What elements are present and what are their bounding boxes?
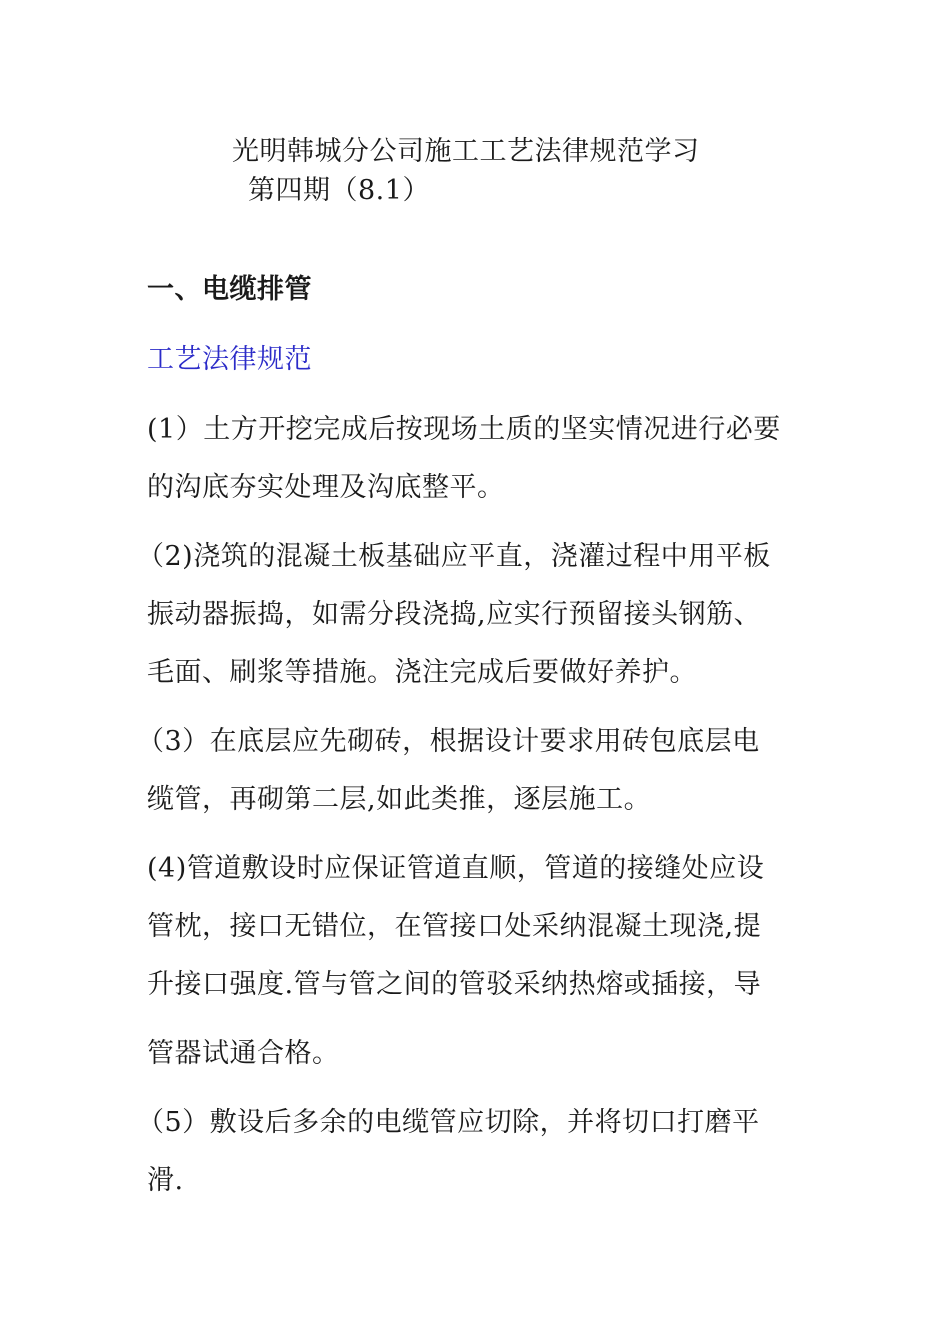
section-heading: 一、电缆排管 [147, 274, 312, 305]
paragraph-3-line-2: 缆管，再砌第二层,如此类推，逐层施工。 [147, 784, 652, 815]
paragraph-4-line-2: 管枕，接口无错位，在管接口处采纳混凝土现浇,提 [147, 911, 762, 942]
paragraph-5-line-1: （5）敷设后多余的电缆管应切除，并将切口打磨平 [137, 1107, 760, 1138]
paragraph-2-line-1: （2)浇筑的混凝土板基础应平直，浇灌过程中用平板 [137, 541, 771, 572]
paragraph-4-line-3: 升接口强度.管与管之间的管驳采纳热熔或插接，导 [147, 969, 762, 1000]
paragraph-4-line-1: (4)管道敷设时应保证管道直顺，管道的接缝处应设 [147, 853, 765, 884]
document-title: 光明韩城分公司施工工艺法律规范学习 [232, 136, 700, 167]
subsection-heading: 工艺法律规范 [147, 344, 312, 375]
issue-number: 第四期（8.1） [248, 175, 430, 206]
paragraph-4-line-4: 管器试通合格。 [147, 1038, 340, 1069]
paragraph-1-line-1: (1）土方开挖完成后按现场土质的坚实情况进行必要 [147, 414, 781, 445]
paragraph-2-line-3: 毛面、刷浆等措施。浇注完成后要做好养护。 [147, 657, 697, 688]
paragraph-2-line-2: 振动器振捣，如需分段浇捣,应实行预留接头钢筋、 [147, 599, 762, 630]
paragraph-1-line-2: 的沟底夯实处理及沟底整平。 [147, 472, 505, 503]
paragraph-3-line-1: （3）在底层应先砌砖，根据设计要求用砖包底层电 [137, 726, 760, 757]
paragraph-5-line-2: 滑. [147, 1165, 184, 1196]
